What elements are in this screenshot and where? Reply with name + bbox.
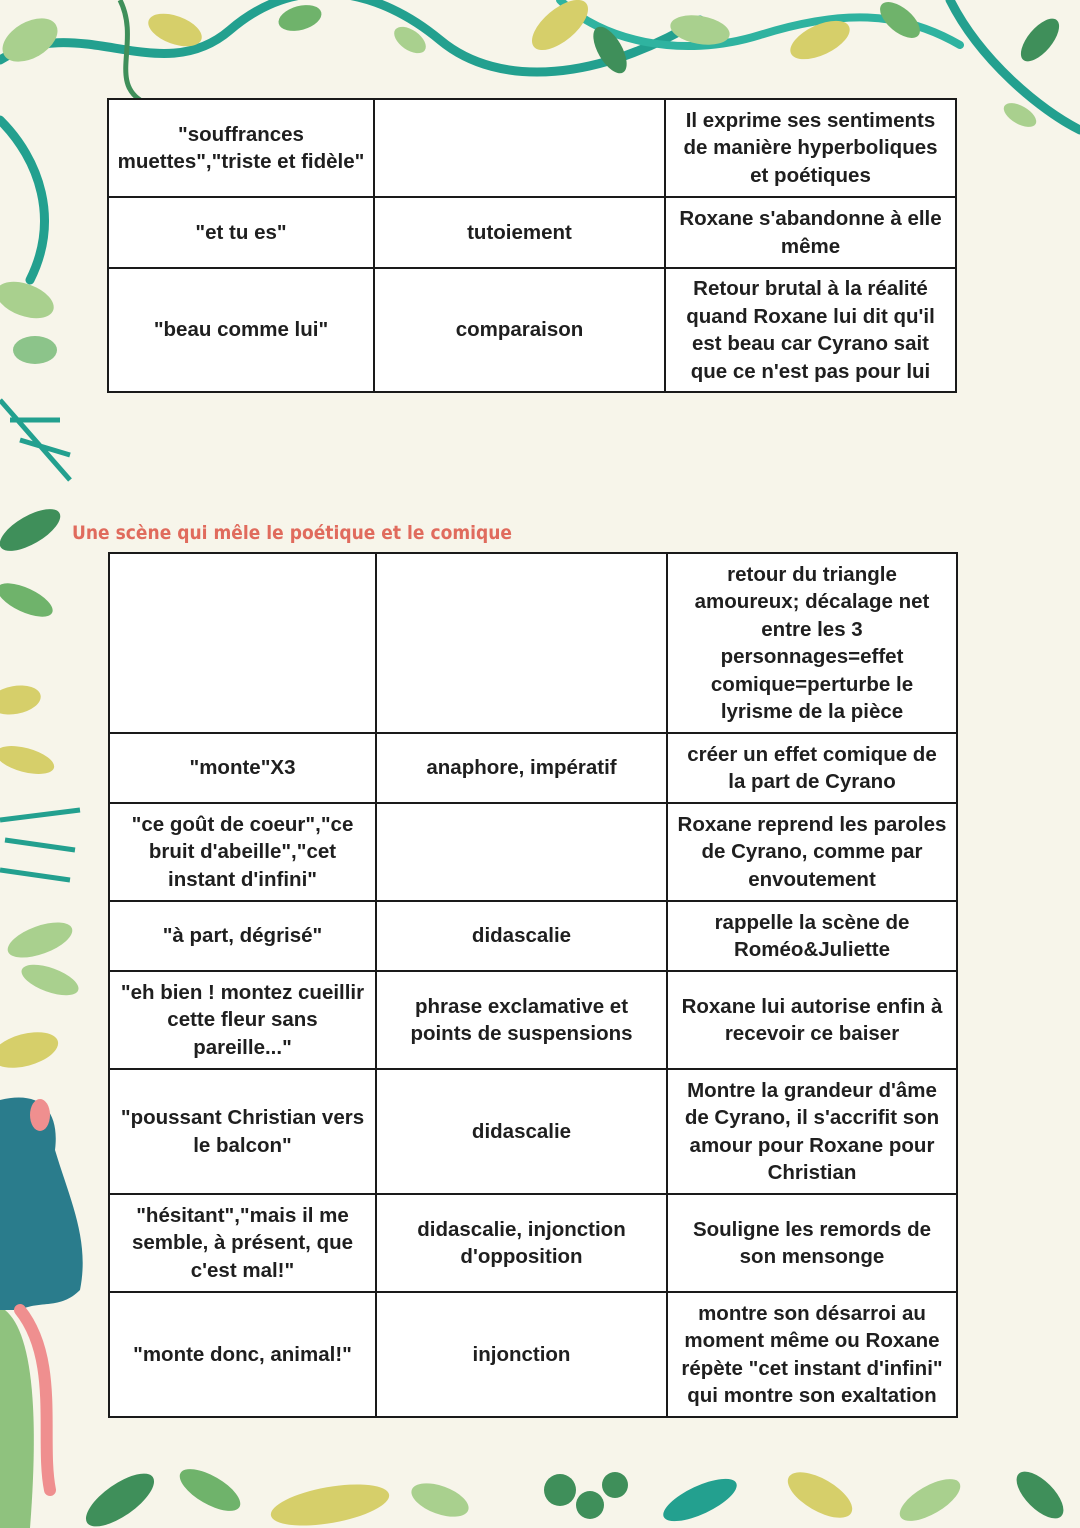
table-row xyxy=(109,901,957,971)
quote-cell: "à part, dégrisé" xyxy=(109,901,376,971)
interpretation-cell: créer un effet comique de la part de Cyrano xyxy=(667,733,957,803)
table-row xyxy=(108,99,956,197)
interpretation-cell: Retour brutal à la réalité quand Roxane lui dit qu'il est beau car Cyrano sait que ce n'est pas pour lui xyxy=(665,268,956,392)
device-cell: phrase exclamative et points de suspensions xyxy=(376,971,667,1069)
quote-cell: "hésitant","mais il me semble, à présent, que c'est mal!" xyxy=(109,1194,376,1292)
quote-cell: "beau comme lui" xyxy=(108,268,374,392)
quote-cell: "monte donc, animal!" xyxy=(109,1292,376,1417)
interpretation-cell: Il exprime ses sentiments de manière hyperboliques et poétiques xyxy=(665,99,956,197)
quote-cell xyxy=(109,553,376,733)
table-row xyxy=(109,971,957,1069)
device-cell xyxy=(374,99,665,197)
interpretation-cell: retour du triangle amoureux; décalage net entre les 3 personnages=effet comique=perturbe le lyrisme de la pièce xyxy=(667,553,957,733)
quote-cell: "souffrances muettes","triste et fidèle" xyxy=(108,99,374,197)
table-row xyxy=(109,803,957,901)
analysis-table-1 xyxy=(107,98,957,393)
quote-cell: "et tu es" xyxy=(108,197,374,268)
device-cell: didascalie xyxy=(376,901,667,971)
table-row xyxy=(108,197,956,268)
table-row xyxy=(109,733,957,803)
device-cell xyxy=(376,803,667,901)
device-cell: injonction xyxy=(376,1292,667,1417)
quote-cell: "eh bien ! montez cueillir cette fleur sans pareille..." xyxy=(109,971,376,1069)
table-row xyxy=(109,1292,957,1417)
interpretation-cell: Roxane reprend les paroles de Cyrano, comme par envoutement xyxy=(667,803,957,901)
quote-cell: "ce goût de coeur","ce bruit d'abeille","cet instant d'infini" xyxy=(109,803,376,901)
table-row xyxy=(109,553,957,733)
device-cell: tutoiement xyxy=(374,197,665,268)
interpretation-cell: montre son désarroi au moment même ou Roxane répète "cet instant d'infini" qui montre son exaltation xyxy=(667,1292,957,1417)
table-row xyxy=(109,1194,957,1292)
table-row xyxy=(108,268,956,392)
device-cell: didascalie xyxy=(376,1069,667,1194)
section-title: Une scène qui mêle le poétique et le comique xyxy=(72,522,513,544)
analysis-table-2 xyxy=(108,552,958,1418)
table-row xyxy=(109,1069,957,1194)
quote-cell: "poussant Christian vers le balcon" xyxy=(109,1069,376,1194)
device-cell: anaphore, impératif xyxy=(376,733,667,803)
interpretation-cell: rappelle la scène de Roméo&Juliette xyxy=(667,901,957,971)
device-cell: didascalie, injonction d'opposition xyxy=(376,1194,667,1292)
interpretation-cell: Roxane s'abandonne à elle même xyxy=(665,197,956,268)
device-cell: comparaison xyxy=(374,268,665,392)
interpretation-cell: Souligne les remords de son mensonge xyxy=(667,1194,957,1292)
device-cell xyxy=(376,553,667,733)
interpretation-cell: Roxane lui autorise enfin à recevoir ce baiser xyxy=(667,971,957,1069)
quote-cell: "monte"X3 xyxy=(109,733,376,803)
interpretation-cell: Montre la grandeur d'âme de Cyrano, il s'accrifit son amour pour Roxane pour Christian xyxy=(667,1069,957,1194)
